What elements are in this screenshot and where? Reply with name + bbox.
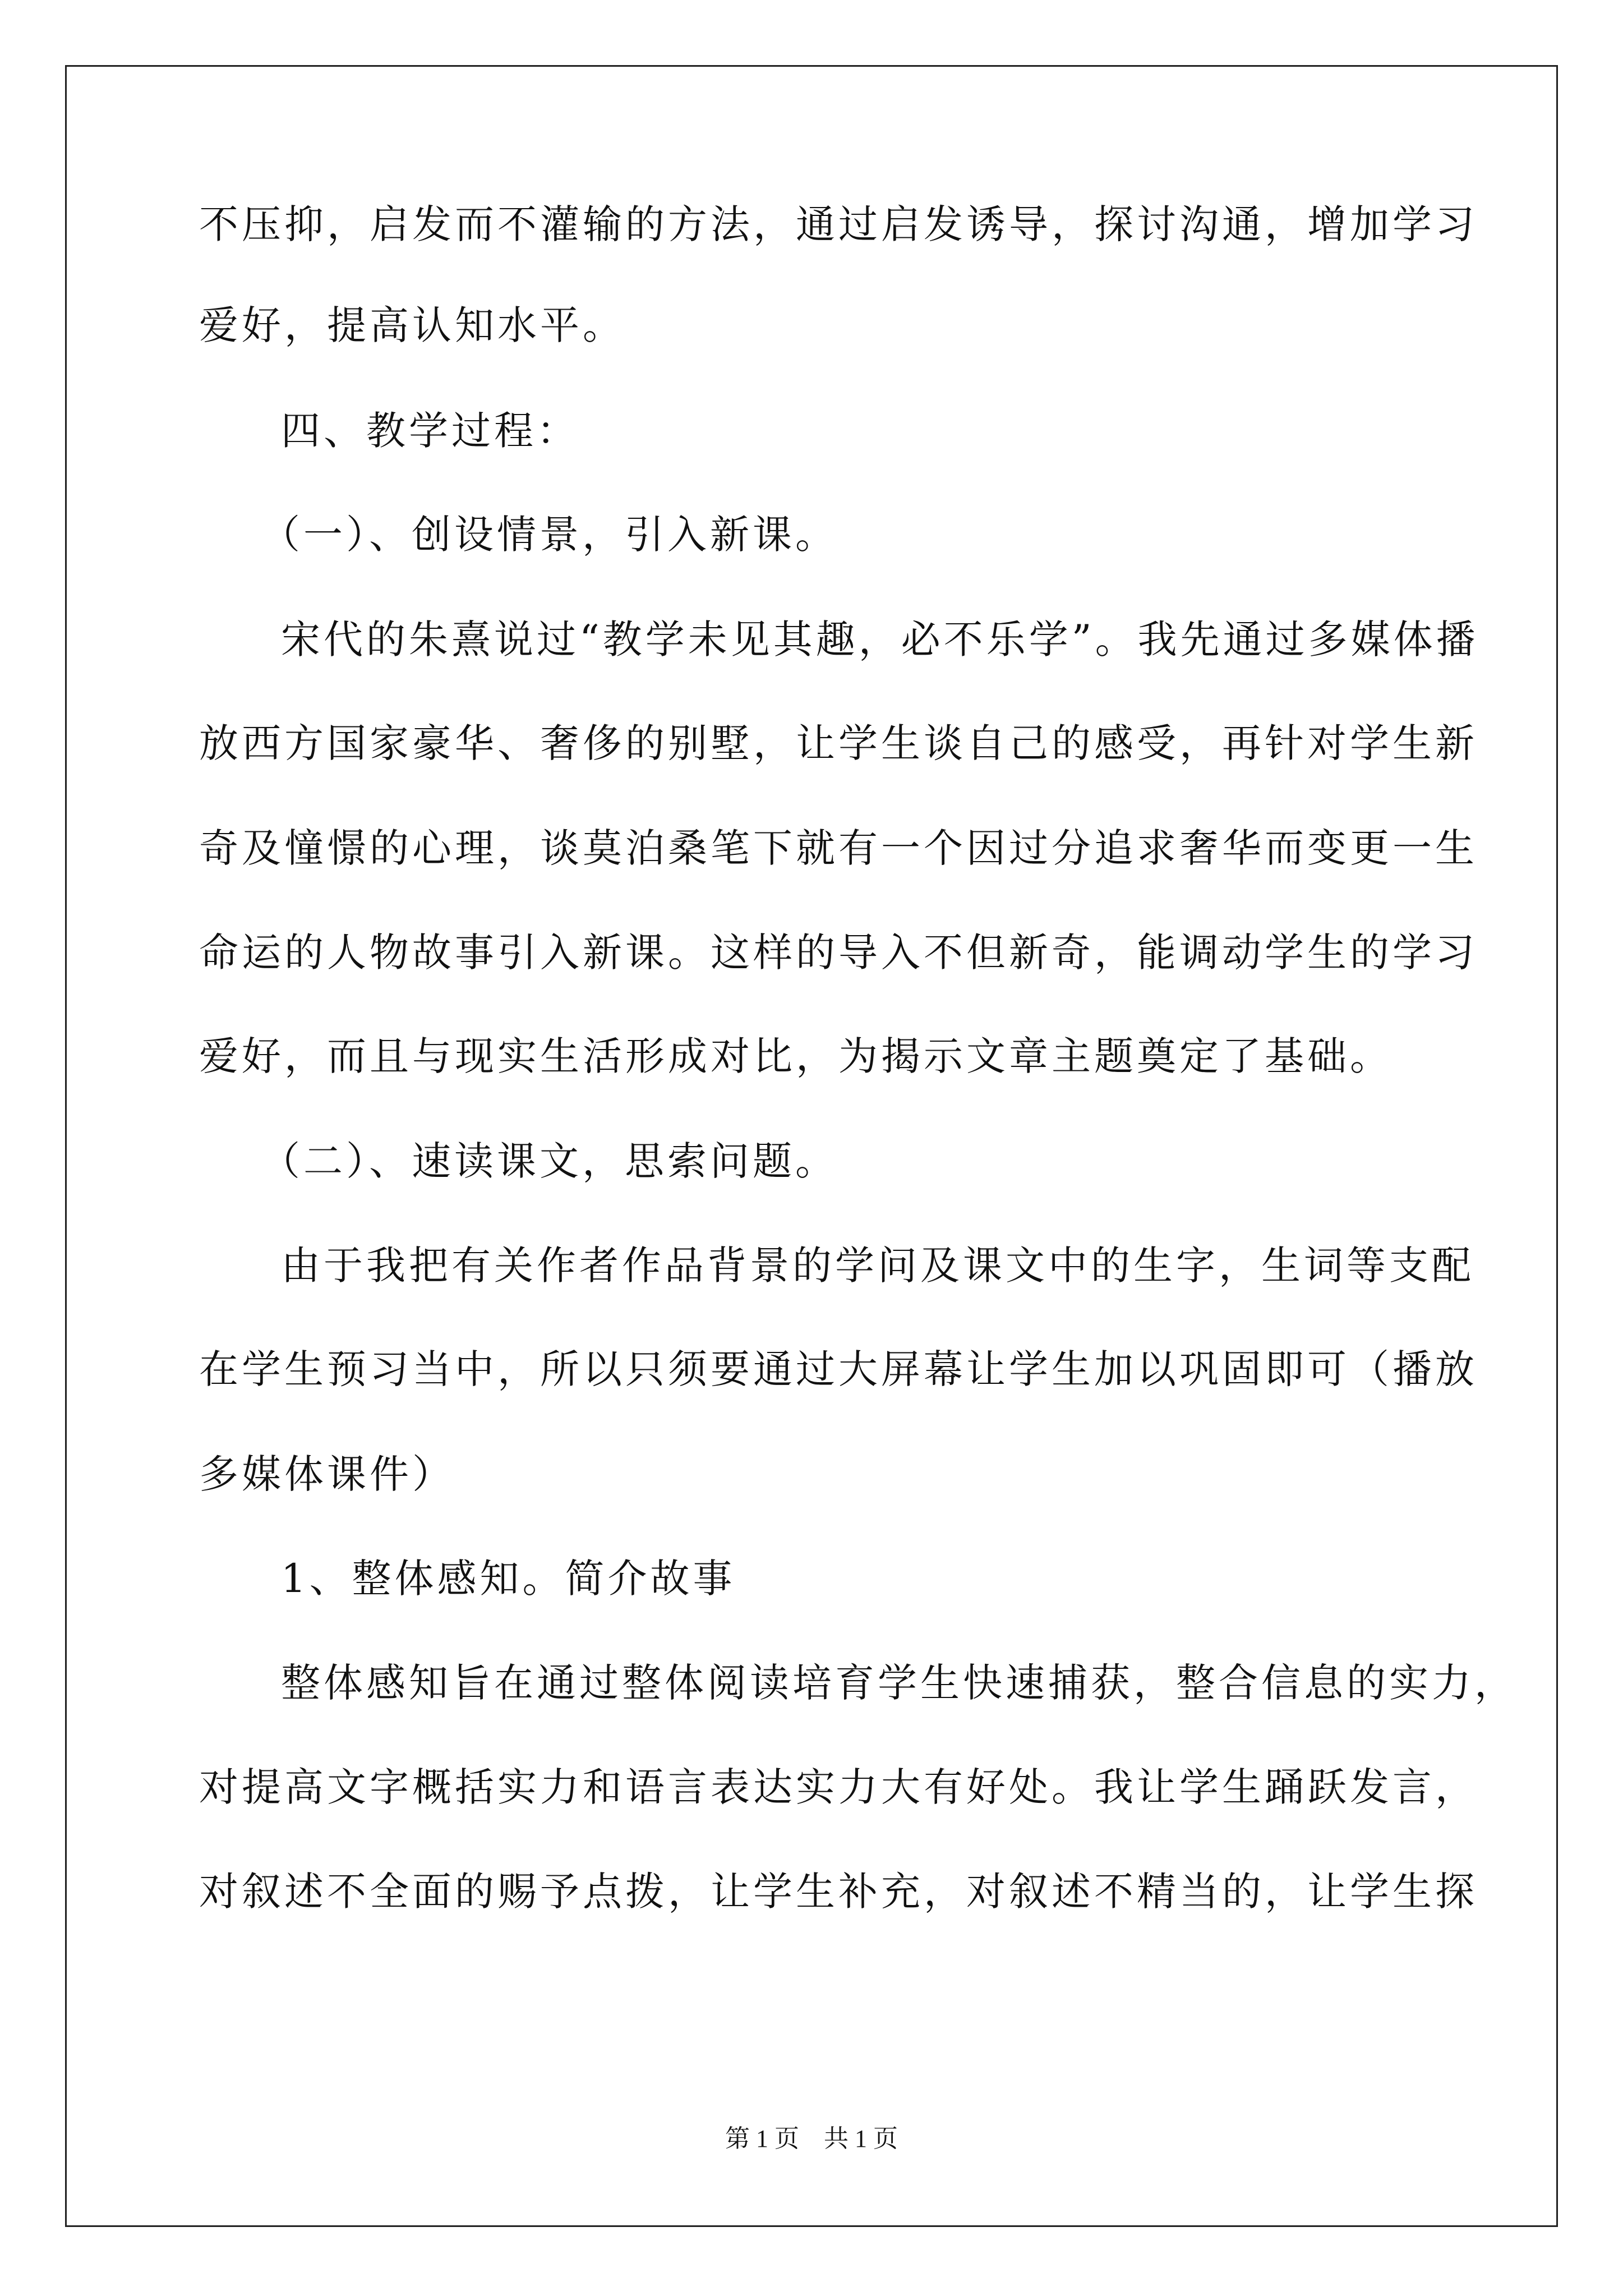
text-line-11: 由于我把有关作者作品背景的学问及课文中的生字，生词等支配 — [281, 1243, 1474, 1289]
text-line-1: 不压抑，启发而不灌输的方法，通过启发诱导，探讨沟通，增加学习 — [199, 201, 1478, 247]
text-line-13: 多媒体课件） — [199, 1451, 455, 1497]
text-line-12: 在学生预习当中，所以只须要通过大屏幕让学生加以巩固即可（播放 — [199, 1346, 1478, 1392]
subsection-heading-1: （一）、创设情景，引入新课。 — [261, 512, 838, 558]
page-number-footer: 第 1 页 共 1 页 — [725, 2125, 898, 2152]
section-heading-teaching-process: 四、教学过程： — [281, 408, 579, 454]
text-line-7: 奇及憧憬的心理，谈莫泊桑笔下就有一个因过分追求奢华而变更一生 — [199, 825, 1478, 871]
item-heading-1: 1、整体感知。简介故事 — [281, 1556, 736, 1602]
text-line-15: 整体感知旨在通过整体阅读培育学生快速捕获，整合信息的实力， — [281, 1660, 1517, 1706]
text-line-8: 命运的人物故事引入新课。这样的导入不但新奇，能调动学生的学习 — [199, 930, 1478, 976]
text-line-5: 宋代的朱熹说过“教学未见其趣，必不乐学”。我先通过多媒体播 — [281, 616, 1479, 662]
text-line-16: 对提高文字概括实力和语言表达实力大有好处。我让学生踊跃发言， — [199, 1764, 1478, 1810]
text-line-2: 爱好，提高认知水平。 — [199, 302, 625, 348]
text-line-9: 爱好，而且与现实生活形成对比，为揭示文章主题奠定了基础。 — [199, 1033, 1393, 1079]
text-line-17: 对叙述不全面的赐予点拨，让学生补充，对叙述不精当的，让学生探 — [199, 1869, 1478, 1915]
subsection-heading-2: （二）、速读课文，思索问题。 — [261, 1138, 838, 1184]
text-line-6: 放西方国家豪华、奢侈的别墅，让学生谈自己的感受，再针对学生新 — [199, 720, 1478, 766]
